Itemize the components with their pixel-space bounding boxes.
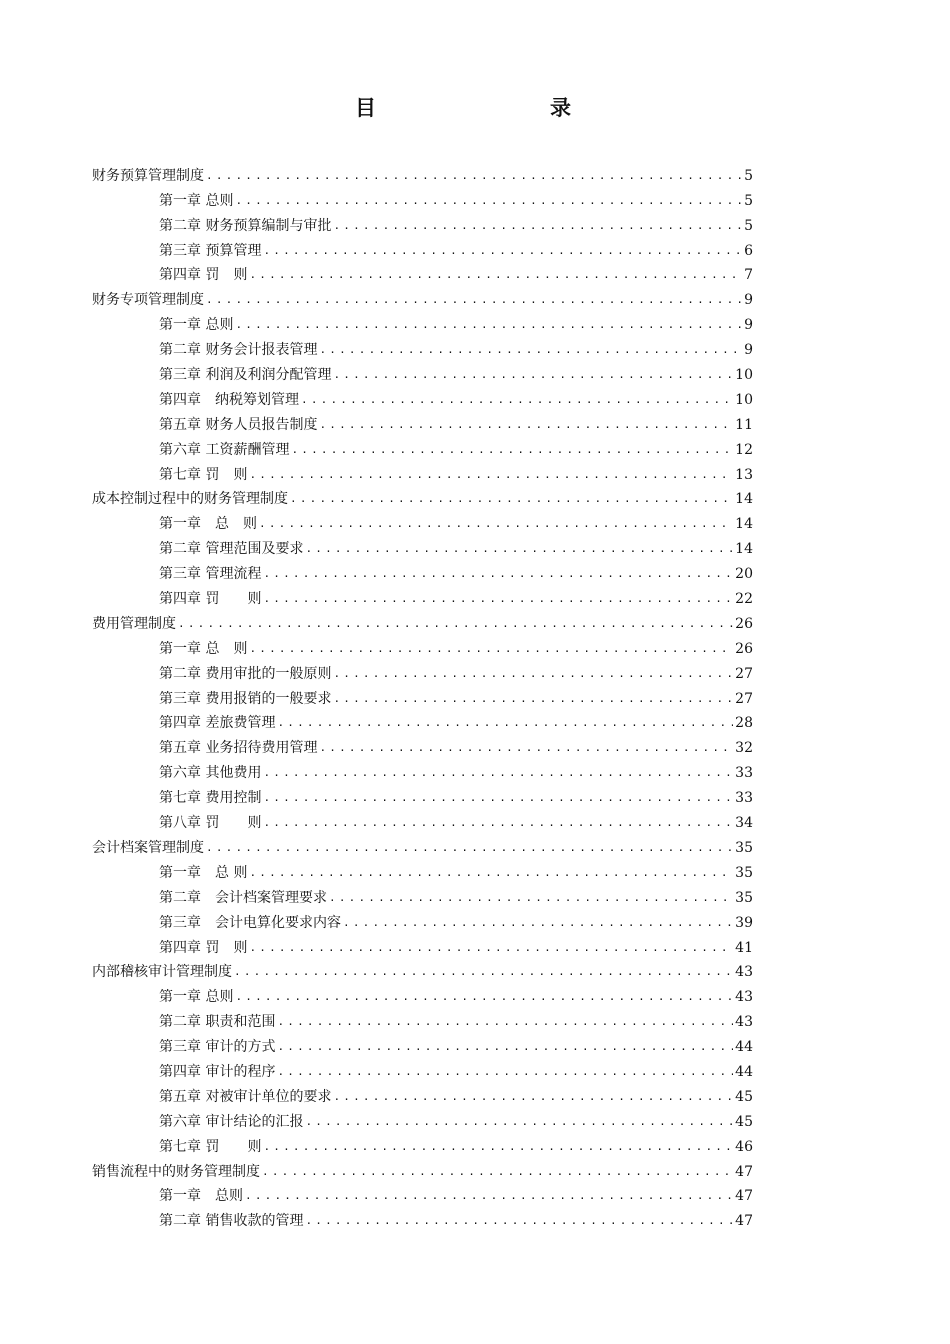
toc-section-entry[interactable] <box>92 832 753 857</box>
toc-chapter-entry[interactable] <box>92 583 753 608</box>
toc-chapter-entry[interactable] <box>92 857 753 882</box>
toc-entry-label: 第一章 总则 <box>159 317 234 334</box>
toc-entry-label: 第四章 罚 则 <box>159 939 248 956</box>
toc-entry-label: 第四章 差旅费管理 <box>159 715 276 732</box>
dot-leader <box>262 1163 733 1181</box>
toc-page-number: 35 <box>735 839 753 856</box>
page-title: 目 录 <box>355 96 615 120</box>
dot-leader <box>234 963 733 981</box>
toc-chapter-entry[interactable] <box>92 907 753 932</box>
dot-leader <box>319 739 733 757</box>
toc-chapter-entry[interactable] <box>92 658 753 683</box>
toc-page-number: 43 <box>735 989 753 1006</box>
toc-entry-label: 第六章 工资薪酬管理 <box>159 441 290 458</box>
toc-entry-label: 第四章 审计的程序 <box>159 1063 276 1080</box>
toc-chapter-entry[interactable] <box>92 508 753 533</box>
toc-page-number: 20 <box>735 566 753 583</box>
dot-leader <box>249 864 733 882</box>
dot-leader <box>235 988 733 1006</box>
toc-page-number: 44 <box>735 1063 753 1080</box>
toc-page-number: 7 <box>744 267 753 284</box>
toc-entry-label: 第三章 利润及利润分配管理 <box>159 367 332 384</box>
toc-chapter-entry[interactable] <box>92 359 753 384</box>
toc-page-number: 47 <box>735 1188 753 1205</box>
dot-leader <box>333 366 733 384</box>
toc-page-number: 39 <box>735 914 753 931</box>
toc-entry-label: 销售流程中的财务管理制度 <box>92 1163 260 1180</box>
dot-leader <box>263 814 733 832</box>
dot-leader <box>235 316 742 334</box>
dot-leader <box>277 1013 733 1031</box>
toc-chapter-entry[interactable] <box>92 932 753 957</box>
toc-chapter-entry[interactable] <box>92 185 753 210</box>
toc-chapter-entry[interactable] <box>92 757 753 782</box>
dot-leader <box>329 889 733 907</box>
toc-list <box>92 160 753 1230</box>
toc-entry-label: 第二章 职责和范围 <box>159 1014 276 1031</box>
toc-page-number: 5 <box>744 167 753 184</box>
toc-chapter-entry[interactable] <box>92 1081 753 1106</box>
toc-entry-label: 第七章 费用控制 <box>159 790 262 807</box>
toc-page-number: 33 <box>735 790 753 807</box>
dot-leader <box>290 490 733 508</box>
toc-page-number: 26 <box>735 615 753 632</box>
toc-chapter-entry[interactable] <box>92 260 753 285</box>
toc-chapter-entry[interactable] <box>92 210 753 235</box>
toc-chapter-entry[interactable] <box>92 384 753 409</box>
dot-leader <box>235 192 742 210</box>
toc-page-number: 32 <box>735 740 753 757</box>
toc-page-number: 47 <box>735 1213 753 1230</box>
toc-entry-label: 第六章 审计结论的汇报 <box>159 1113 304 1130</box>
toc-page-number: 22 <box>735 591 753 608</box>
toc-page-number: 14 <box>735 541 753 558</box>
dot-leader <box>263 789 733 807</box>
dot-leader <box>178 615 733 633</box>
toc-page-number: 14 <box>735 491 753 508</box>
dot-leader <box>249 939 733 957</box>
dot-leader <box>333 665 733 683</box>
toc-entry-label: 第四章 罚 则 <box>159 591 262 608</box>
toc-page-number: 43 <box>735 1014 753 1031</box>
toc-entry-label: 第四章 纳税筹划管理 <box>159 391 299 408</box>
dot-leader <box>301 391 733 409</box>
toc-page-number: 26 <box>735 640 753 657</box>
toc-page-number: 41 <box>735 939 753 956</box>
toc-entry-label: 第四章 罚 则 <box>159 267 248 284</box>
toc-entry-label: 第三章 费用报销的一般要求 <box>159 690 332 707</box>
toc-page-number: 5 <box>744 192 753 209</box>
toc-page-number: 10 <box>735 391 753 408</box>
toc-entry-label: 财务专项管理制度 <box>92 292 204 309</box>
dot-leader <box>277 1038 733 1056</box>
dot-leader <box>333 1088 733 1106</box>
dot-leader <box>206 167 742 185</box>
toc-entry-label: 第二章 管理范围及要求 <box>159 541 304 558</box>
toc-page-number: 27 <box>735 690 753 707</box>
dot-leader <box>305 1113 733 1131</box>
toc-entry-label: 第六章 其他费用 <box>159 765 262 782</box>
dot-leader <box>305 540 733 558</box>
toc-entry-label: 费用管理制度 <box>92 615 176 632</box>
toc-chapter-entry[interactable] <box>92 309 753 334</box>
toc-chapter-entry[interactable] <box>92 633 753 658</box>
toc-page-number: 46 <box>735 1138 753 1155</box>
toc-entry-label: 第一章 总 则 <box>159 516 257 533</box>
dot-leader <box>333 690 733 708</box>
toc-section-entry[interactable] <box>92 608 753 633</box>
toc-entry-label: 第三章 预算管理 <box>159 242 262 259</box>
toc-chapter-entry[interactable] <box>92 782 753 807</box>
toc-chapter-entry[interactable] <box>92 1205 753 1230</box>
toc-entry-label: 第一章 总 则 <box>159 864 248 881</box>
toc-chapter-entry[interactable] <box>92 1031 753 1056</box>
toc-page-number: 9 <box>744 317 753 334</box>
toc-entry-label: 会计档案管理制度 <box>92 839 204 856</box>
toc-page-number: 11 <box>735 416 753 433</box>
toc-entry-label: 财务预算管理制度 <box>92 167 204 184</box>
toc-page-number: 9 <box>744 292 753 309</box>
toc-page-number: 27 <box>735 665 753 682</box>
toc-entry-label: 第一章 总则 <box>159 192 234 209</box>
toc-chapter-entry[interactable] <box>92 1056 753 1081</box>
dot-leader <box>319 416 733 434</box>
toc-chapter-entry[interactable] <box>92 1181 753 1206</box>
toc-entry-label: 第八章 罚 则 <box>159 815 262 832</box>
toc-chapter-entry[interactable] <box>92 459 753 484</box>
toc-page-number: 45 <box>735 1088 753 1105</box>
toc-page-number: 43 <box>735 964 753 981</box>
dot-leader <box>249 640 733 658</box>
dot-leader <box>263 590 733 608</box>
dot-leader <box>263 242 742 260</box>
dot-leader <box>206 291 742 309</box>
toc-entry-label: 第一章 总则 <box>159 1188 243 1205</box>
toc-chapter-entry[interactable] <box>92 683 753 708</box>
toc-entry-label: 第一章 总则 <box>159 989 234 1006</box>
toc-entry-label: 第三章 管理流程 <box>159 566 262 583</box>
dot-leader <box>263 1138 733 1156</box>
toc-page-number: 13 <box>735 466 753 483</box>
toc-chapter-entry[interactable] <box>92 558 753 583</box>
toc-page-number: 33 <box>735 765 753 782</box>
toc-chapter-entry[interactable] <box>92 1106 753 1131</box>
toc-chapter-entry[interactable] <box>92 334 753 359</box>
toc-entry-label: 第五章 财务人员报告制度 <box>159 416 318 433</box>
toc-chapter-entry[interactable] <box>92 807 753 832</box>
dot-leader <box>291 441 733 459</box>
toc-entry-label: 第三章 会计电算化要求内容 <box>159 914 341 931</box>
toc-chapter-entry[interactable] <box>92 1131 753 1156</box>
toc-entry-label: 第二章 会计档案管理要求 <box>159 889 327 906</box>
dot-leader <box>245 1187 733 1205</box>
dot-leader <box>319 341 742 359</box>
dot-leader <box>277 714 733 732</box>
dot-leader <box>249 466 733 484</box>
toc-entry-label: 第二章 财务预算编制与审批 <box>159 217 332 234</box>
dot-leader <box>263 764 733 782</box>
toc-page-number: 6 <box>744 242 753 259</box>
toc-page-number: 5 <box>744 217 753 234</box>
toc-chapter-entry[interactable] <box>92 882 753 907</box>
toc-chapter-entry[interactable] <box>92 533 753 558</box>
toc-page-number: 45 <box>735 1113 753 1130</box>
toc-section-entry[interactable] <box>92 957 753 982</box>
toc-chapter-entry[interactable] <box>92 434 753 459</box>
dot-leader <box>263 565 733 583</box>
dot-leader <box>277 1063 733 1081</box>
toc-chapter-entry[interactable] <box>92 708 753 733</box>
toc-page-number: 12 <box>735 441 753 458</box>
dot-leader <box>259 515 733 533</box>
toc-page-number: 47 <box>735 1163 753 1180</box>
toc-section-entry[interactable] <box>92 484 753 509</box>
toc-page-number: 10 <box>735 367 753 384</box>
toc-page-number: 14 <box>735 516 753 533</box>
toc-chapter-entry[interactable] <box>92 732 753 757</box>
toc-page-number: 9 <box>744 342 753 359</box>
toc-entry-label: 内部稽核审计管理制度 <box>92 964 232 981</box>
toc-section-entry[interactable] <box>92 284 753 309</box>
toc-section-entry[interactable] <box>92 1156 753 1181</box>
toc-entry-label: 第五章 对被审计单位的要求 <box>159 1088 332 1105</box>
toc-entry-label: 成本控制过程中的财务管理制度 <box>92 491 288 508</box>
dot-leader <box>343 914 733 932</box>
toc-chapter-entry[interactable] <box>92 1006 753 1031</box>
dot-leader <box>333 217 742 235</box>
toc-chapter-entry[interactable] <box>92 981 753 1006</box>
toc-entry-label: 第七章 罚 则 <box>159 466 248 483</box>
toc-section-entry[interactable] <box>92 160 753 185</box>
toc-entry-label: 第七章 罚 则 <box>159 1138 262 1155</box>
toc-page-number: 28 <box>735 715 753 732</box>
toc-entry-label: 第二章 费用审批的一般原则 <box>159 665 332 682</box>
toc-entry-label: 第二章 财务会计报表管理 <box>159 342 318 359</box>
toc-page-number: 44 <box>735 1039 753 1056</box>
dot-leader <box>305 1212 733 1230</box>
dot-leader <box>206 839 733 857</box>
toc-entry-label: 第二章 销售收款的管理 <box>159 1213 304 1230</box>
toc-page-number: 35 <box>735 864 753 881</box>
toc-chapter-entry[interactable] <box>92 235 753 260</box>
toc-entry-label: 第一章 总 则 <box>159 640 248 657</box>
toc-entry-label: 第三章 审计的方式 <box>159 1039 276 1056</box>
toc-page-number: 34 <box>735 815 753 832</box>
dot-leader <box>249 266 742 284</box>
toc-page-number: 35 <box>735 889 753 906</box>
toc-chapter-entry[interactable] <box>92 409 753 434</box>
toc-entry-label: 第五章 业务招待费用管理 <box>159 740 318 757</box>
